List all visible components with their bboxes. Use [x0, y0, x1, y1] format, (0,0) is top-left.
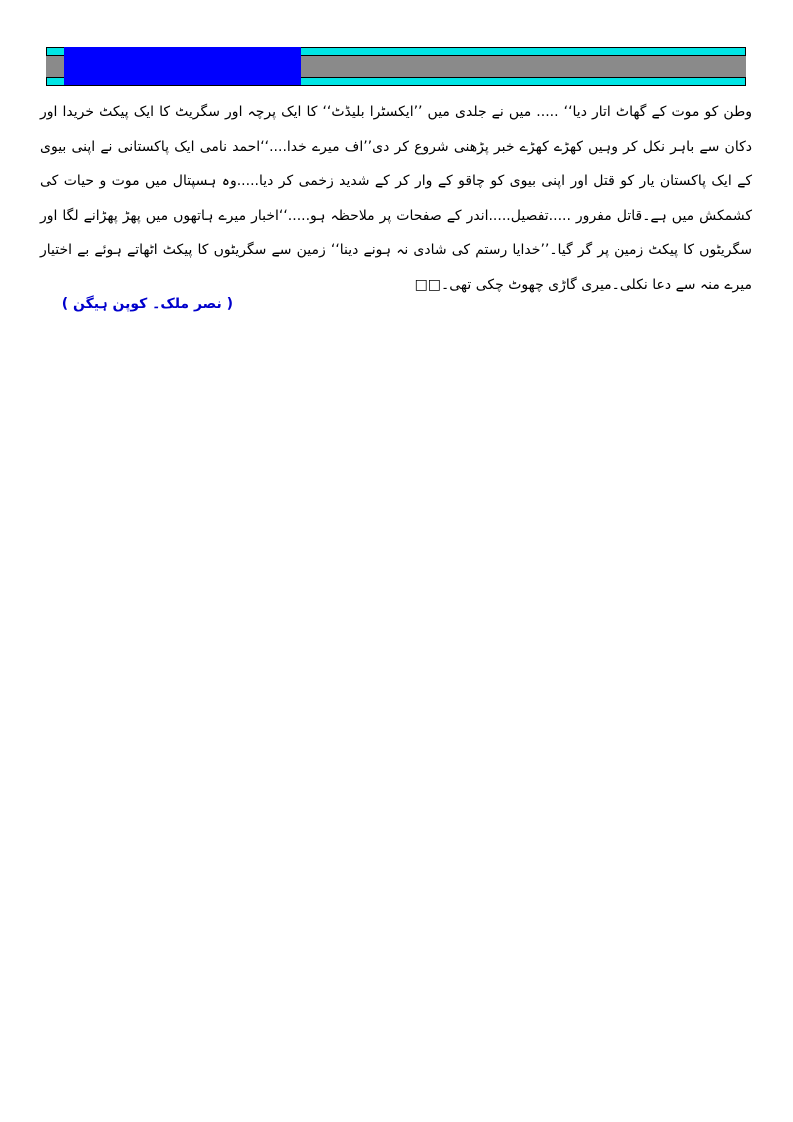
author-byline: ( نصر ملک۔ کوپن ہیگن ) — [61, 296, 233, 312]
article-body: وطن کو موت کے گھاٹ اتار دیا‘‘ ..... میں نے جلدی میں ’’ایکسٹرا بلیڈٹ‘‘ کا ایک پرچہ اور سگریٹ کا ایک پیکٹ خریدا اور دکان سے باہر نکل کر وہیں کھڑے کھڑے خبر پڑھنی شروع کر دی’’اف میرے خدا....‘‘احمد نامی ایک پاکستانی نے اپنی بیوی کے ایک پاکستان یار کو قتل اور اپنی بیوی کو چاقو کے وار کر کے شدید زخمی کر دیا.....وہ ہسپتال میں موت و حیات کی کشمکش میں ہے۔قاتل مفرور .....تفصیل.....اندر کے صفحات پر ملاحظہ ہو.....‘‘اخبار میرے ہاتھوں میں پھڑ پھڑانے لگا اور سگریٹوں کا پیکٹ زمین پر گر گیا۔’’خدایا رستم کی شادی نہ ہونے دینا‘‘ زمین سے سگریٹوں کا پیکٹ اٹھاتے ہوئے بے اختیار میرے منہ سے دعا نکلی۔میری گاڑی چھوٹ چکی تھی۔□□ — [40, 104, 752, 293]
header-band — [46, 47, 746, 87]
header-blue-block — [64, 47, 301, 85]
